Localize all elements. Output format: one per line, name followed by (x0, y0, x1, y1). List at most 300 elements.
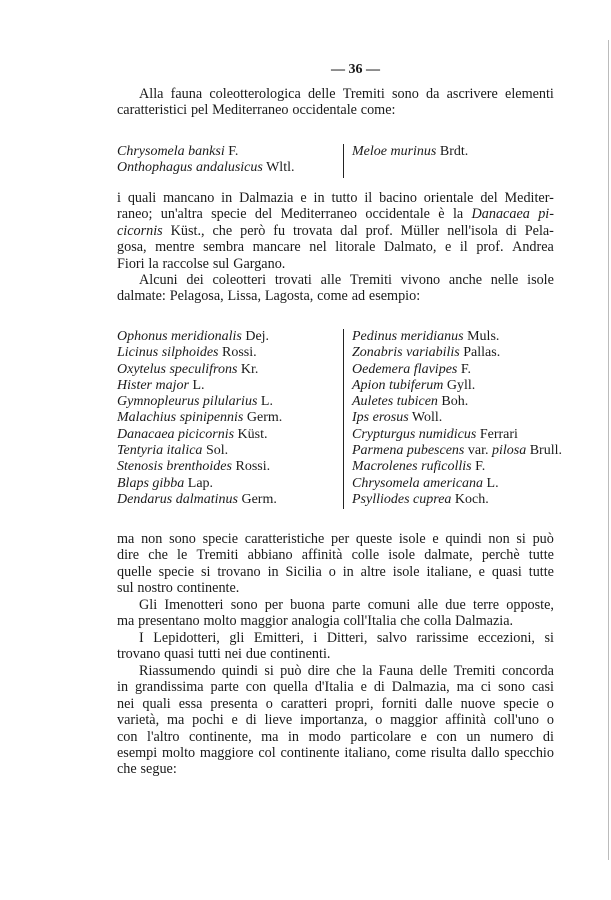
species-author: Wltl. (266, 160, 295, 176)
word: Tremiti (453, 663, 496, 679)
word: occidentale (292, 102, 357, 119)
species-entry (352, 443, 562, 459)
species-entry (352, 476, 562, 492)
word: come: (360, 102, 396, 119)
word: sono (392, 86, 419, 102)
word: gosa, (117, 239, 147, 256)
word: colle (351, 547, 380, 564)
word: e (420, 728, 427, 745)
word: la (362, 663, 373, 679)
species-list-dalmatian (117, 329, 562, 509)
paragraph-5 (117, 597, 554, 630)
word: dalmate, (424, 547, 473, 564)
species-entry (352, 329, 562, 345)
word: dei (186, 272, 204, 288)
text-line (117, 745, 554, 761)
word: dalle (425, 695, 453, 712)
species-author: Germ. (246, 410, 283, 426)
species-entry (117, 394, 282, 410)
word: i (117, 190, 121, 206)
word: le (177, 547, 188, 564)
word: tutte (528, 547, 554, 564)
word: il (364, 190, 373, 206)
word: abbiano (247, 547, 293, 564)
word: ascrivere (446, 86, 498, 102)
word: specie (158, 563, 195, 580)
text-line (117, 630, 554, 646)
word: ma (166, 712, 185, 729)
text-line (117, 580, 554, 596)
species-name: Oxytelus speculifrons (117, 361, 238, 377)
species-author: F. (460, 361, 472, 377)
species-name: Pedinus meridianus (352, 329, 464, 344)
paragraph-3 (117, 272, 554, 305)
word: continente. (176, 580, 240, 597)
word: tutto (331, 190, 358, 206)
word: sono (169, 531, 196, 547)
text-line (117, 102, 554, 118)
word: Lagosta, (264, 288, 314, 305)
word: Danacaea (471, 206, 530, 223)
word: continente (280, 744, 340, 761)
species-author: Brdt. (439, 144, 469, 159)
word: in (342, 563, 354, 580)
species-name: Chrysomela americana (352, 475, 484, 491)
paragraph-2 (117, 190, 554, 272)
paragraph-7 (117, 663, 554, 778)
word: o (375, 712, 383, 729)
word: forniti (381, 695, 418, 712)
word: nostro (137, 580, 173, 597)
word: nelle (490, 272, 519, 288)
word: Lissa, (227, 288, 261, 305)
species-author: Sol. (205, 443, 229, 459)
word: come (317, 288, 348, 305)
word: cicornis (117, 222, 163, 239)
word: pel (190, 102, 209, 119)
species-name: Meloe murinus (352, 144, 437, 159)
word: Alcuni (139, 272, 178, 288)
word: trovati (274, 272, 312, 288)
word: gli (229, 630, 245, 646)
word: elementi (505, 86, 554, 102)
word: occidentale (365, 206, 430, 223)
word: parte (210, 679, 239, 696)
species-entry (117, 427, 282, 443)
word: ad (351, 288, 366, 305)
text-line (117, 597, 554, 613)
word: per (331, 531, 350, 547)
species-column-right (343, 144, 468, 178)
word: o (546, 695, 554, 712)
word: si (544, 630, 554, 646)
word: specie (503, 695, 539, 712)
text-line (117, 272, 554, 288)
word: varietà, (117, 712, 160, 729)
word: in (221, 190, 233, 206)
word: Tremiti (349, 272, 392, 288)
word: comuni (367, 597, 411, 613)
word: I (139, 630, 144, 646)
species-author: var. (467, 443, 489, 459)
word: quelle (117, 563, 152, 580)
word: essa (178, 695, 203, 712)
word: italiane, (426, 563, 472, 580)
word: i (313, 630, 318, 646)
word: eccezioni, (477, 630, 535, 646)
word: perchè (481, 547, 520, 564)
species-author: Rossi. (222, 345, 257, 361)
species-entry (117, 476, 282, 492)
word: sono (230, 597, 258, 613)
word: molto (203, 613, 237, 630)
species-entry (352, 427, 562, 443)
species-name: Crypturgus numidicus (352, 426, 477, 442)
word: queste (355, 531, 393, 547)
word: o (546, 712, 554, 729)
word: sul (117, 580, 134, 597)
text-line (117, 288, 554, 304)
word: vivono (400, 272, 441, 288)
paragraph-1 (117, 86, 554, 119)
word: in (313, 190, 325, 206)
word: modo (308, 728, 341, 745)
species-author: Germ. (241, 491, 277, 507)
species-entry (352, 394, 562, 410)
word: ci (480, 679, 492, 696)
word: pi- (538, 206, 554, 223)
word: sul (212, 255, 230, 272)
species-name: Apion tubiferum (352, 377, 444, 393)
species-name: Oedemera flavipes (352, 361, 458, 377)
word: quindi (445, 531, 482, 547)
paragraph-6 (117, 630, 554, 663)
word: trovata (292, 222, 333, 239)
word: in (117, 679, 129, 696)
word: specchio (504, 744, 554, 761)
word: ma (117, 531, 135, 547)
species-author: L. (486, 475, 499, 491)
word: italiano, (344, 744, 391, 761)
word: caratteristici (117, 102, 188, 119)
word: che (336, 663, 356, 679)
text-line (117, 646, 554, 662)
text-line (117, 547, 554, 563)
word: delle (419, 663, 448, 679)
species-entry (352, 362, 562, 378)
word: rarissime (416, 630, 469, 646)
text-line (117, 613, 554, 629)
species-name: Macrolenes ruficollis (352, 459, 472, 475)
word: affinità (445, 712, 487, 729)
variety-author: Brull. (529, 443, 562, 459)
word: buona (290, 597, 325, 613)
word: concorda (501, 663, 554, 679)
species-entry (117, 492, 282, 508)
word: trovano (217, 563, 261, 580)
word: affinità (301, 547, 343, 564)
word: che (117, 761, 137, 778)
word: litorale (335, 239, 376, 256)
word: Dalmazia (239, 190, 294, 206)
word: fu (273, 222, 286, 239)
species-name: Zonabris variabilis (352, 345, 460, 361)
word: nel (309, 239, 327, 256)
word: dal (340, 222, 358, 239)
word: esempi (117, 744, 158, 761)
word: non (488, 531, 510, 547)
text-line (117, 729, 554, 745)
word: molto (162, 744, 196, 761)
word: che (148, 547, 168, 564)
word: come (395, 744, 427, 761)
word: prof. (476, 239, 504, 256)
text-line (117, 223, 554, 239)
word: si (264, 663, 274, 679)
word: Müller (400, 222, 440, 239)
word: coleotteri (212, 272, 267, 288)
word: particolare (350, 728, 412, 745)
species-author: Küst. (237, 426, 268, 442)
species-column-left (117, 144, 294, 178)
word: coleotterologica (209, 86, 301, 102)
word: alle (417, 597, 439, 613)
word: in (287, 728, 300, 745)
species-author: F. (475, 459, 486, 475)
text-line (117, 206, 554, 222)
word: colla (423, 613, 452, 630)
word: la (148, 255, 159, 272)
species-name: Danacaea picicornis (117, 426, 235, 442)
species-author: Muls. (467, 329, 500, 344)
species-entry (352, 492, 562, 508)
word: fauna (170, 86, 203, 102)
species-entry (352, 144, 468, 160)
word: nei (117, 695, 135, 712)
word: e (300, 190, 307, 206)
species-entry (117, 160, 294, 176)
word: bacino (379, 190, 417, 206)
species-entry (117, 443, 282, 459)
species-author: Rossi. (235, 459, 271, 475)
word: con (245, 679, 267, 696)
word: di (245, 712, 257, 729)
word: Küst., (170, 222, 205, 239)
word: e (444, 239, 452, 256)
word: del (254, 206, 273, 223)
species-name: Dendarus dalmatinus (117, 491, 238, 507)
text-line (117, 761, 554, 777)
species-name: Gymnopleurus pilularius (117, 394, 258, 410)
species-name: Onthophagus andalusicus (117, 160, 263, 176)
word: ma (117, 613, 135, 630)
text-line (117, 712, 554, 728)
word: quindi (221, 663, 259, 679)
word: ma (261, 728, 279, 745)
text-line (117, 86, 554, 102)
word: importanza, (300, 712, 368, 729)
word: caratteristiche (244, 531, 325, 547)
word: Mediterraneo (212, 102, 289, 119)
word: quasi (491, 563, 522, 580)
word: opposte, (506, 597, 554, 613)
species-name: Auletes tubicen (352, 394, 438, 410)
word: analogia (291, 613, 340, 630)
word: da (426, 86, 440, 102)
word: grandissima (134, 679, 204, 696)
word: Gli (139, 597, 158, 613)
word: Mediter- (504, 190, 554, 206)
word: raneo; (117, 206, 153, 223)
word: coll'uno (493, 712, 539, 729)
word: e (360, 679, 367, 696)
word: sono (498, 679, 525, 696)
species-column-left (117, 329, 282, 509)
word: parte (332, 597, 361, 613)
word: Pelagosa, (169, 288, 224, 305)
word: però (240, 222, 266, 239)
text-line (117, 256, 554, 272)
word: nell'isola (447, 222, 498, 239)
species-name: Malachius spinipennis (117, 410, 244, 426)
species-author: Gyll. (446, 377, 476, 393)
word: Mediterraneo (280, 206, 357, 223)
word: un (466, 728, 481, 745)
species-entry (117, 362, 282, 378)
word: d'Italia (314, 679, 354, 696)
word: numero (490, 728, 534, 745)
word: Ditteri, (326, 630, 368, 646)
word: mancare (252, 239, 301, 256)
word: dalmate: (117, 288, 166, 305)
word: dallo (471, 744, 500, 761)
word: è (438, 206, 445, 223)
word: Dalmazia. (455, 613, 514, 630)
species-entry (352, 378, 562, 394)
species-author: Kr. (240, 361, 259, 377)
text-line (117, 663, 554, 679)
word: e (432, 531, 439, 547)
word: del (480, 190, 498, 206)
word: o (265, 695, 273, 712)
species-name: Stenosis brenthoides (117, 459, 232, 475)
page-number: — 36 — (331, 62, 380, 77)
word: l'altro (147, 728, 180, 745)
word: lieve (264, 712, 293, 729)
word: coll'Italia (343, 613, 397, 630)
word: alle (320, 272, 342, 288)
species-name: Parmena pubescens (352, 443, 465, 459)
word: segue: (140, 761, 177, 778)
word: che (212, 222, 233, 239)
word: quali (142, 695, 171, 712)
word: di (373, 679, 385, 696)
species-name: Chrysomela banksi (117, 144, 225, 159)
word: casi (531, 679, 554, 696)
species-list-western-mediterranean (117, 144, 557, 178)
word: risulta (430, 744, 467, 761)
word: quella (273, 679, 308, 696)
word: presentano (138, 613, 200, 630)
word: continente, (189, 728, 252, 745)
species-entry (117, 345, 282, 361)
species-name: Ips erosus (352, 410, 409, 426)
word: isole (388, 547, 416, 564)
word: con (436, 728, 457, 745)
word: trovano (117, 646, 161, 663)
word: isole (392, 563, 420, 580)
species-name: Psylliodes cuprea (352, 491, 452, 507)
word: e (478, 563, 485, 580)
word: Riassumendo (139, 663, 216, 679)
species-author: Pallas. (463, 345, 501, 361)
word: orientale (423, 190, 474, 206)
species-entry (352, 410, 562, 426)
species-author: Ferrari (479, 426, 518, 442)
word: ma (456, 679, 474, 696)
word: Andrea (512, 239, 554, 256)
word: dire (307, 663, 330, 679)
word: Pela- (524, 222, 554, 239)
word: può (280, 663, 302, 679)
word: sembra (203, 239, 245, 256)
word: due (445, 597, 466, 613)
word: maggior (240, 613, 288, 630)
word: specie (211, 206, 247, 223)
species-entry (117, 459, 282, 475)
species-column-right (343, 329, 562, 509)
word: col (258, 744, 276, 761)
word: con (117, 728, 138, 745)
word: non (141, 531, 163, 547)
text-line (117, 696, 554, 712)
species-entry (117, 378, 282, 394)
species-author: Woll. (411, 410, 443, 426)
variety-name: pilosa (491, 443, 527, 459)
word: terre (473, 597, 500, 613)
text-line (117, 239, 554, 255)
paragraph-4 (117, 531, 554, 597)
word: presenta (210, 695, 258, 712)
species-name: Tentyria italica (117, 443, 203, 459)
word: Fauna (378, 663, 414, 679)
word: maggior (390, 712, 438, 729)
word: anche (448, 272, 483, 288)
word: mancano (163, 190, 215, 206)
word: caratteri (280, 695, 328, 712)
species-entry (117, 144, 294, 160)
word: la (452, 206, 464, 223)
word: Imenotteri (164, 597, 224, 613)
word: maggiore (199, 744, 254, 761)
text-line (117, 679, 554, 695)
species-author: Koch. (454, 491, 489, 507)
word: raccolse (162, 255, 209, 272)
word: prof. (365, 222, 393, 239)
word: Tremiti (342, 86, 385, 102)
word: un'altra (160, 206, 203, 223)
word: per (264, 597, 283, 613)
text-line (117, 531, 554, 547)
species-author: Dej. (245, 329, 270, 344)
word: può (532, 531, 554, 547)
word: specie (202, 531, 239, 547)
word: che (400, 613, 420, 630)
word: salvo (376, 630, 407, 646)
word: Gargano. (233, 255, 286, 272)
word: esempio: (368, 288, 421, 305)
word: tutte (528, 563, 554, 580)
